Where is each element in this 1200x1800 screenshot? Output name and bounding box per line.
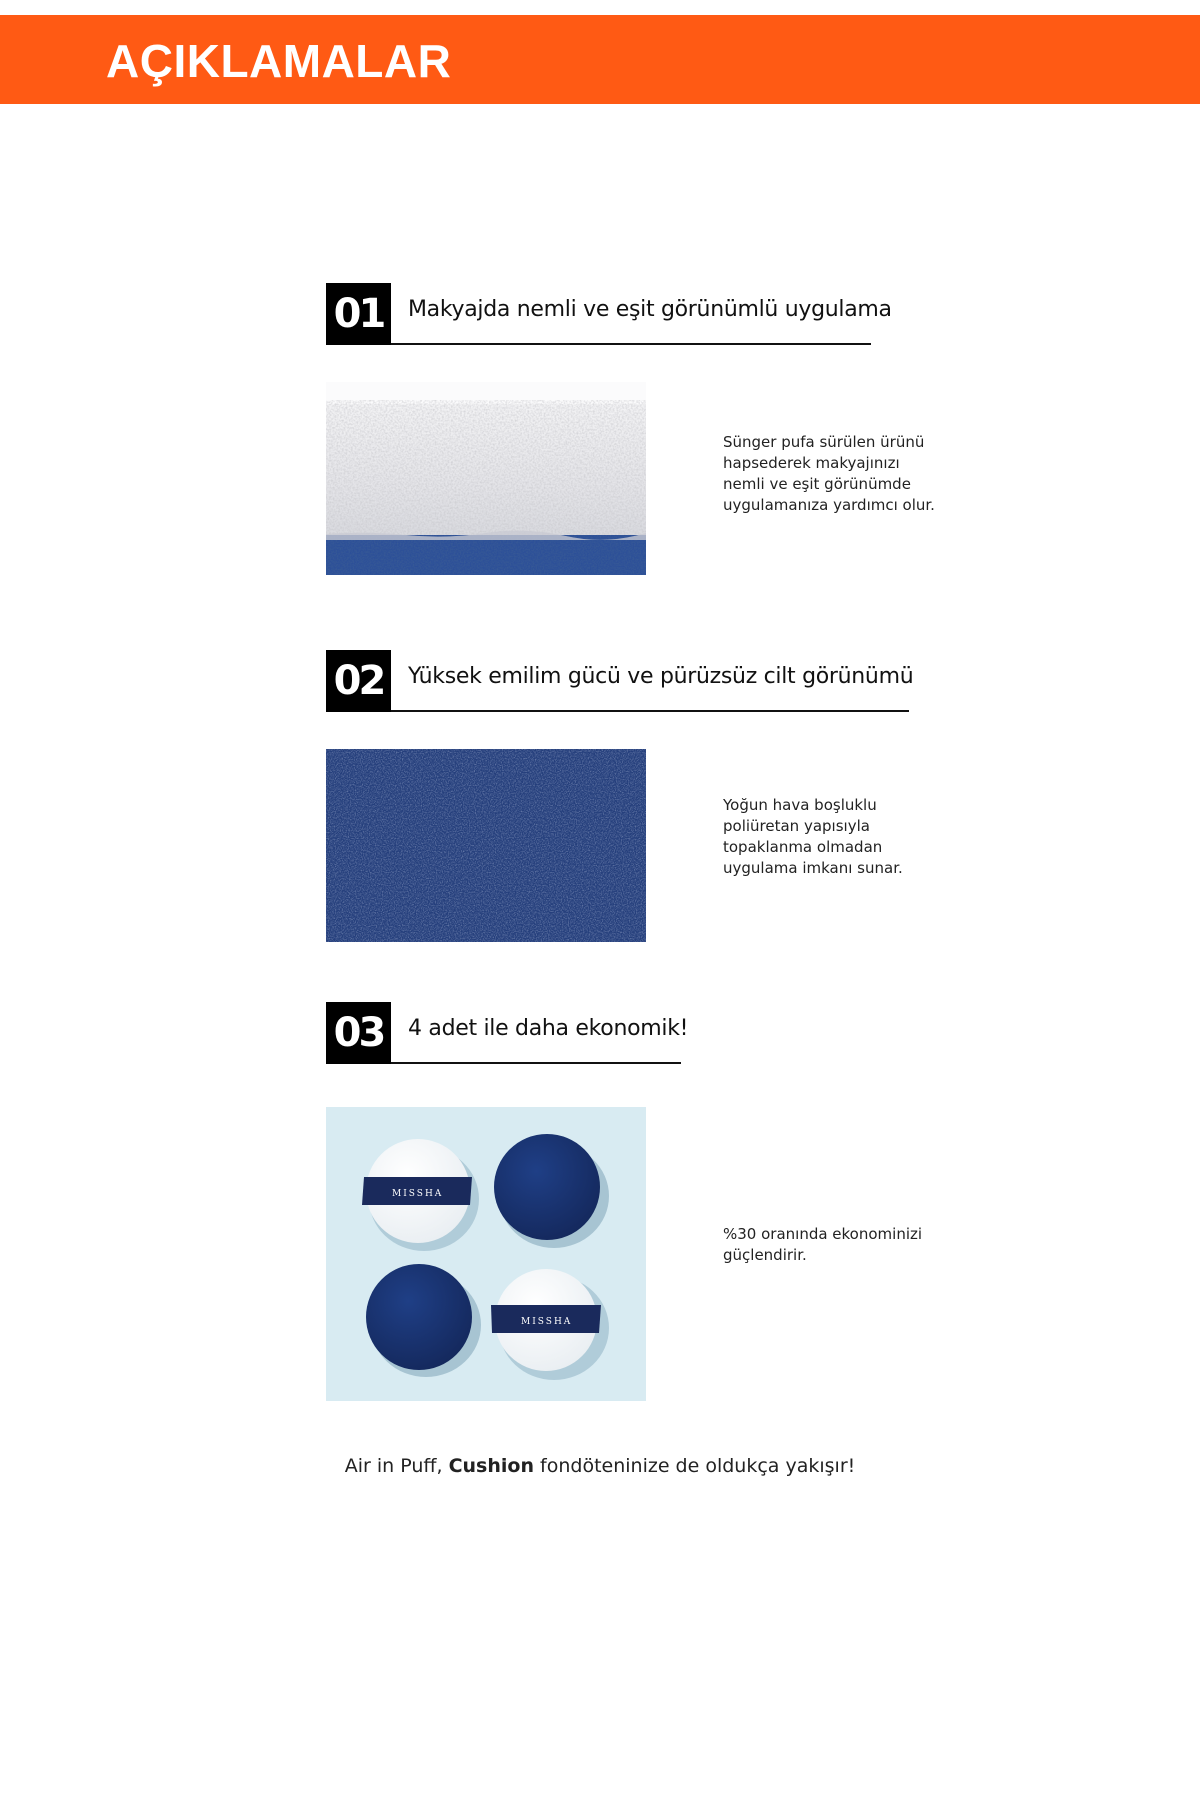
page-title: AÇIKLAMALAR xyxy=(106,35,452,87)
section-title: Makyajda nemli ve eşit görünümlü uygulama xyxy=(408,297,892,322)
section-description: %30 oranında ekonominizi güçlendirir. xyxy=(723,1225,923,1264)
header-banner xyxy=(0,15,1200,104)
footer-bold: Cushion xyxy=(448,1455,534,1477)
section-description: Yoğun hava boşluklu poliüretan yapısıyla topaklanma olmadan uygulama imkanı sunar. xyxy=(723,796,903,877)
section-number-badge: 02 xyxy=(326,650,391,712)
footer-suffix: fondöteninize de oldukça yakışır! xyxy=(533,1455,856,1477)
brand-label: MISSHA xyxy=(521,1317,573,1327)
four-puffs-image xyxy=(326,1107,646,1401)
section-underline xyxy=(391,1062,681,1064)
footer-tagline xyxy=(0,1455,1200,1477)
brand-label: MISSHA xyxy=(392,1189,444,1199)
section-number-badge: 01 xyxy=(326,283,391,345)
sponge-texture-image xyxy=(326,382,646,575)
section-underline xyxy=(391,710,909,712)
navy-flock-illustration xyxy=(326,749,646,942)
section-title: 4 adet ile daha ekonomik! xyxy=(408,1016,689,1041)
section-number-badge: 03 xyxy=(326,1002,391,1064)
footer-prefix: Air in Puff, xyxy=(344,1455,449,1477)
flocked-texture-image xyxy=(326,749,646,942)
white-sponge-illustration xyxy=(326,382,646,575)
puffs-illustration xyxy=(326,1107,646,1401)
section-description: Sünger pufa sürülen ürünü hapsederek makyajınızı nemli ve eşit görünümde uygulamanıza yardımcı olur. xyxy=(723,433,935,514)
section-underline xyxy=(391,343,871,345)
section-title: Yüksek emilim gücü ve pürüzsüz cilt görünümü xyxy=(408,664,914,689)
